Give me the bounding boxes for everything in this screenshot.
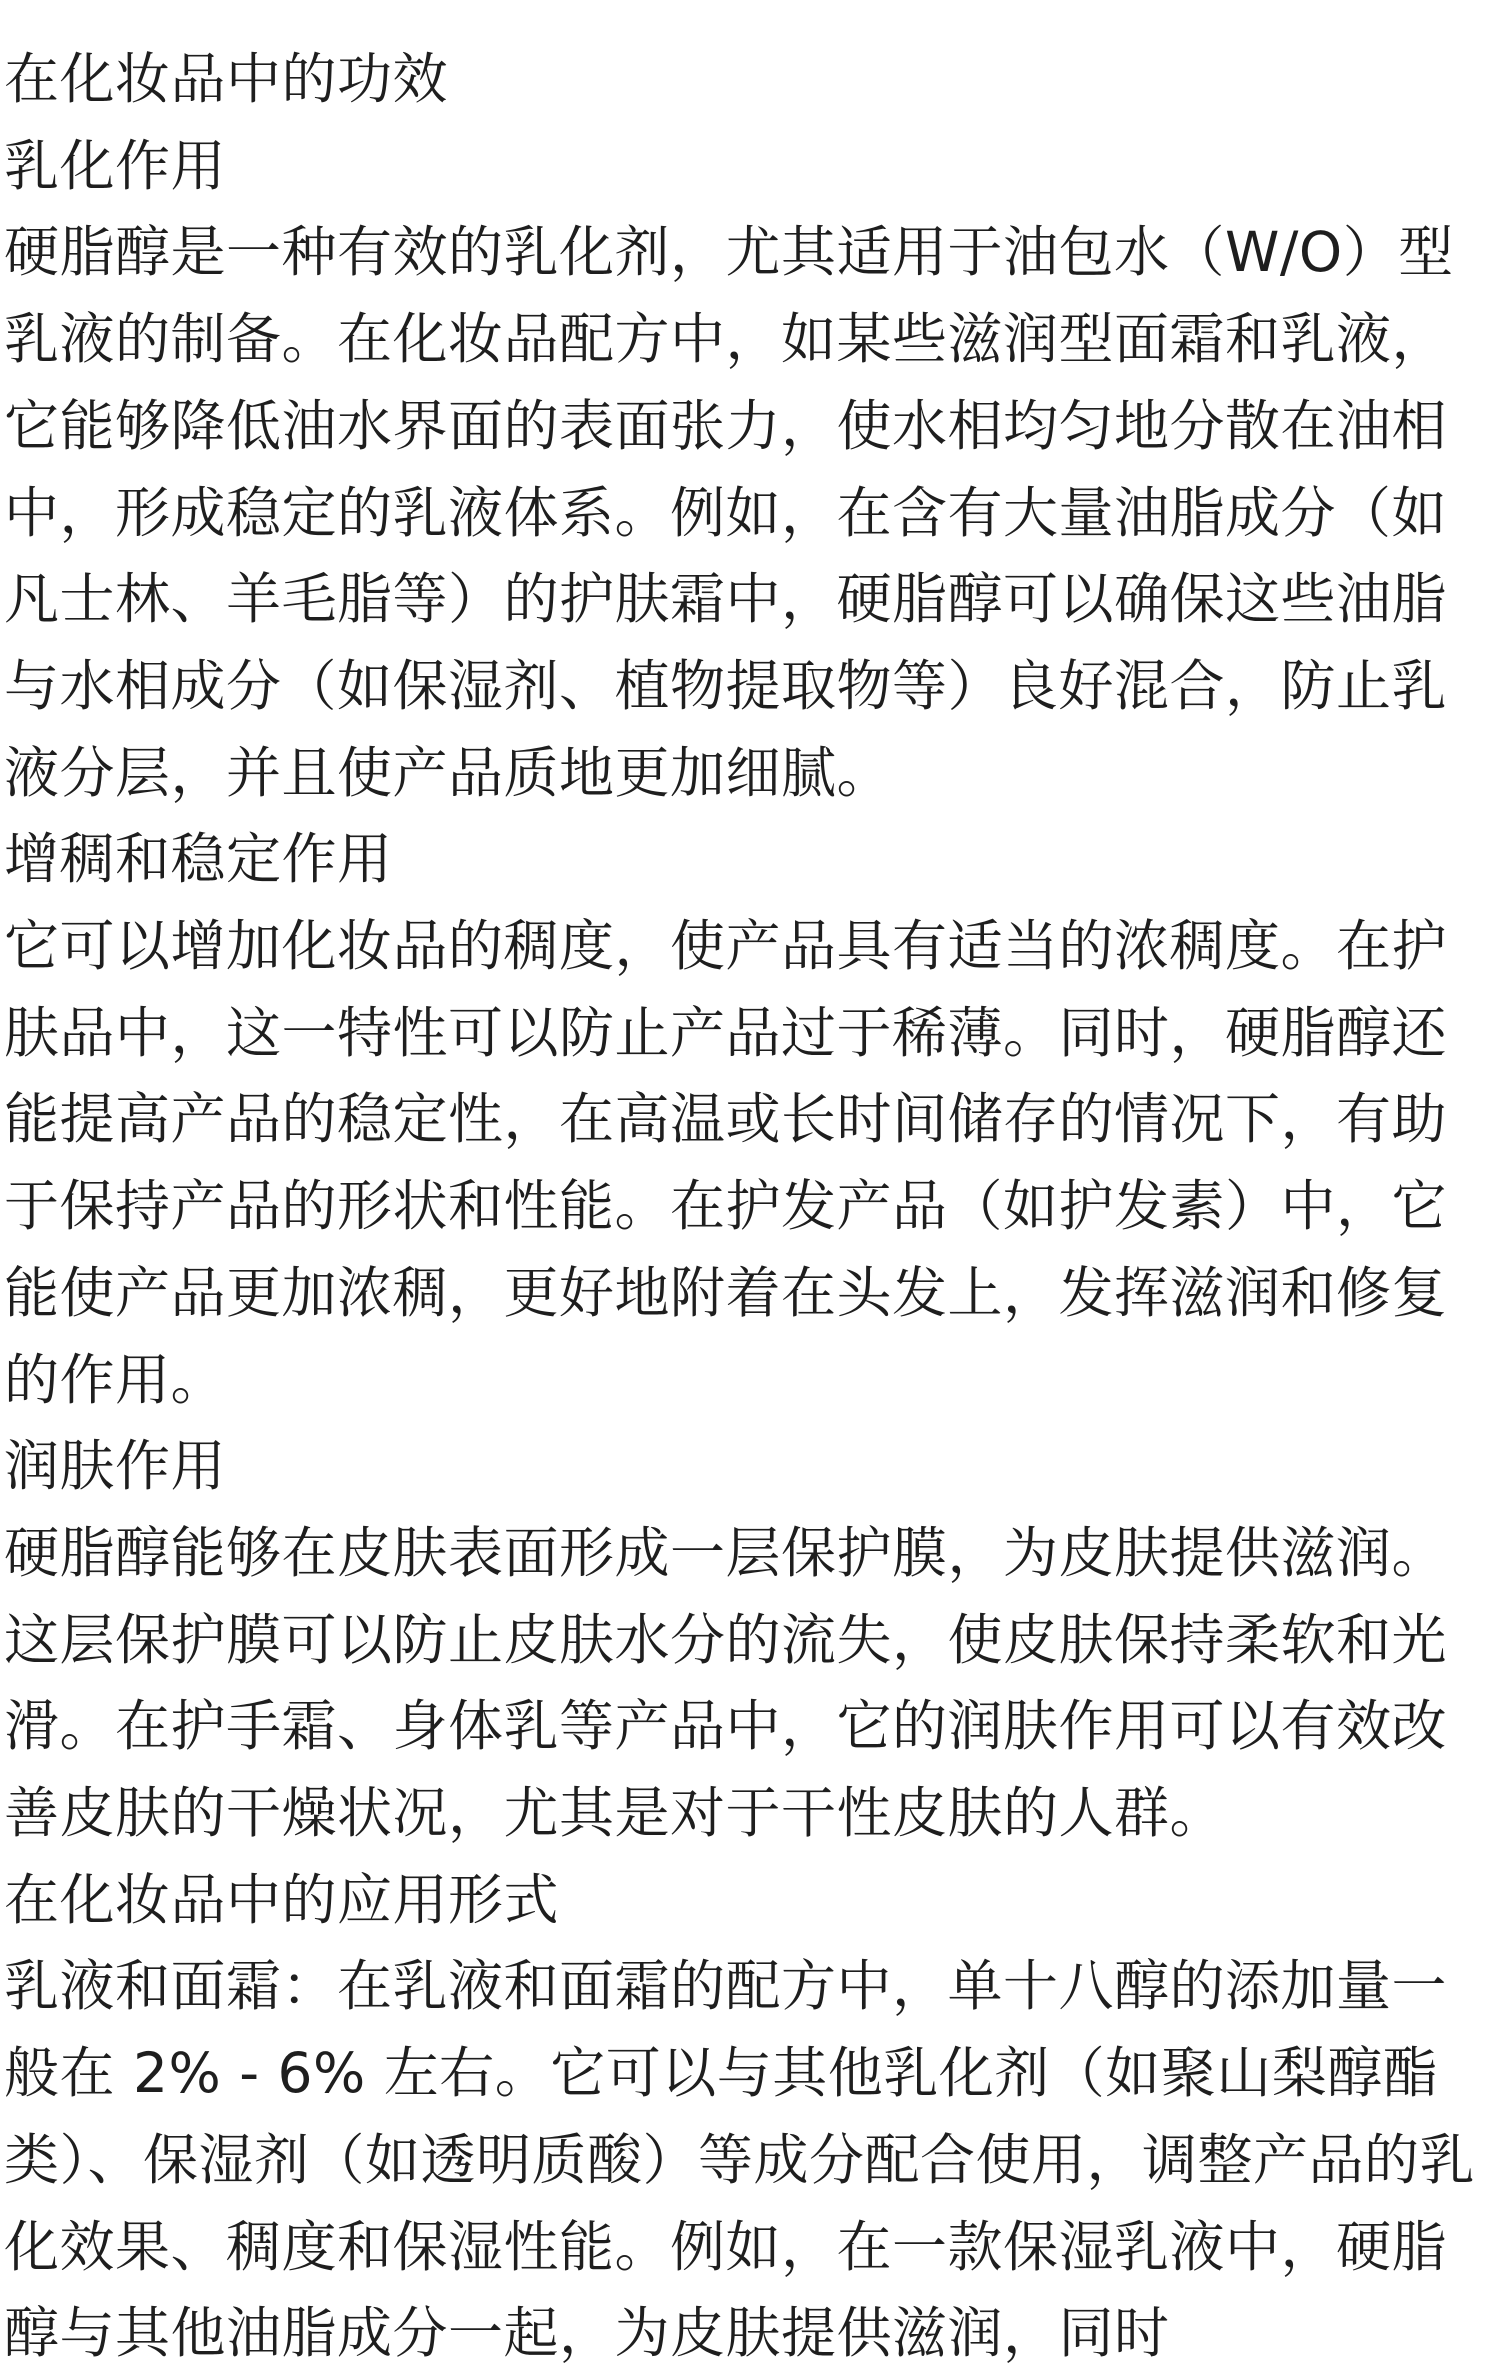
section-heading-emollient: 润肤作用 (4, 1434, 227, 1499)
document-title: 在化妆品中的功效 (4, 47, 449, 111)
section-heading-emulsification: 乳化作用 (4, 133, 227, 198)
document-body (4, 36, 1484, 2377)
section-paragraph-emulsification: 硬脂醇是一种有效的乳化剂，尤其适用于油包水（W/O）型乳液的制备。在化妆品配方中，如某些滋润型面霜和乳液，它能够降低油水界面的表面张力，使水相均匀地分散在油相中，形成稳定的乳液体系。例如，在含有大量油脂成分（如凡士林、羊毛脂等）的护肤霜中，硬脂醇可以确保这些油脂与水相成分（如保湿剂、植物提取物等）良好混合，防止乳液分层，并且使产品质地更加细腻。 (4, 220, 1454, 805)
section-paragraph-thickening: 它可以增加化妆品的稠度，使产品具有适当的浓稠度。在护肤品中，这一特性可以防止产品过于稀薄。同时，硬脂醇还能提高产品的稳定性，在高温或长时间储存的情况下，有助于保持产品的形状和性能。在护发产品（如护发素）中，它能使产品更加浓稠，更好地附着在头发上，发挥滋润和修复的作用。 (4, 914, 1448, 1412)
section-heading-thickening: 增稠和稳定作用 (4, 827, 393, 892)
application-forms-title: 在化妆品中的应用形式 (4, 1867, 560, 1932)
application-paragraph-lotion-cream: 乳液和面霜：在乳液和面霜的配方中，单十八醇的添加量一般在 2% - 6% 左右。它可以与其他乳化剂（如聚山梨醇酯类）、保湿剂（如透明质酸）等成分配合使用，调整产品的乳化效果、稠度和保湿性能。例如，在一款保湿乳液中，硬脂醇与其他油脂成分一起，为皮肤提供滋润，同时 (4, 1954, 1476, 2366)
section-paragraph-emollient: 硬脂醇能够在皮肤表面形成一层保护膜，为皮肤提供滋润。这层保护膜可以防止皮肤水分的流失，使皮肤保持柔软和光滑。在护手霜、身体乳等产品中，它的润肤作用可以有效改善皮肤的干燥状况，尤其是对于干性皮肤的人群。 (4, 1520, 1448, 1846)
